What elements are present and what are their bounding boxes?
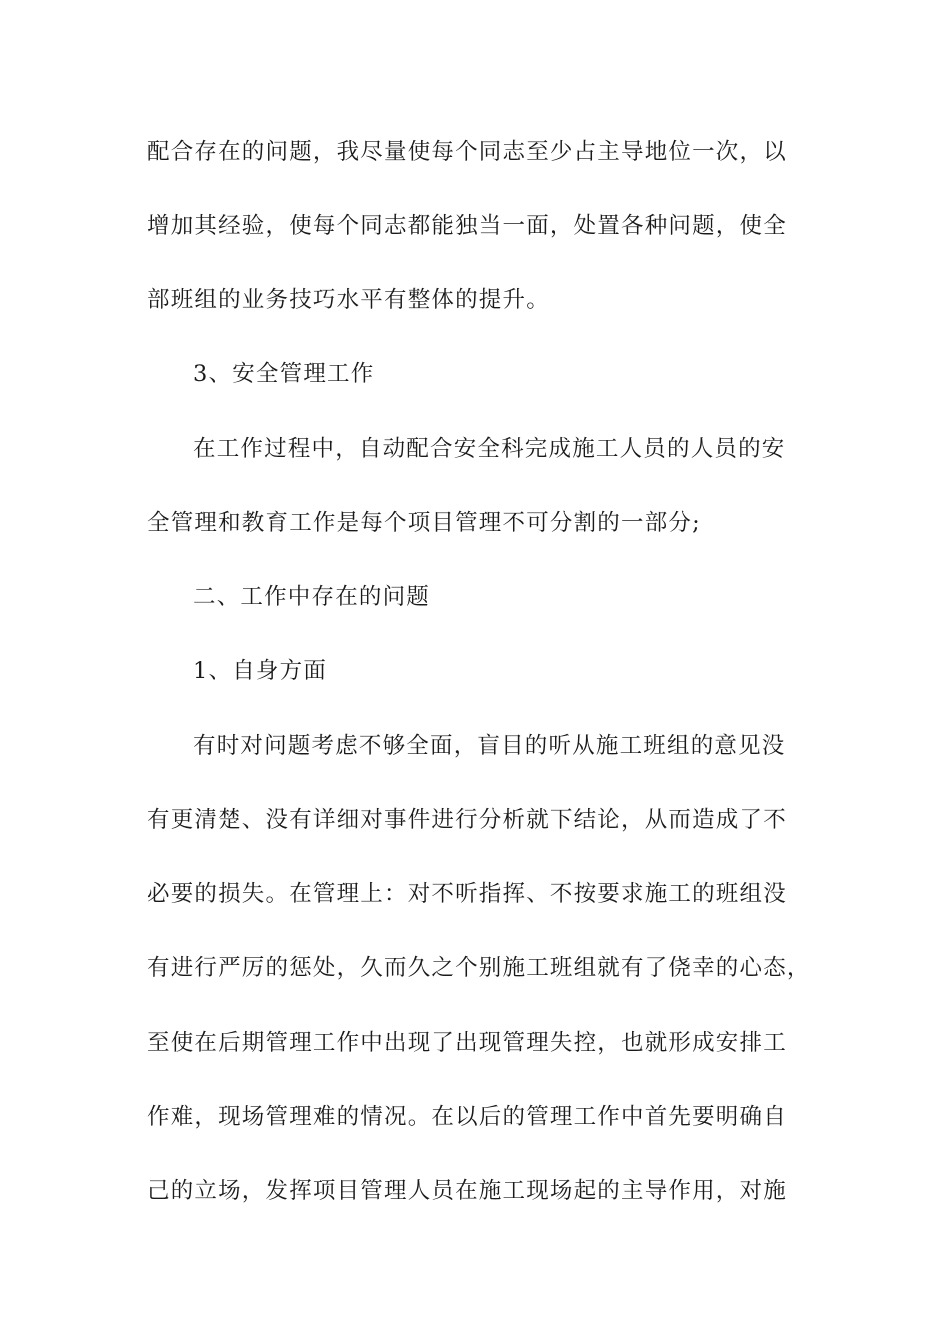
section-heading: 二、工作中存在的问题 bbox=[193, 584, 431, 610]
text-line: 作难，现场管理难的情况。在以后的管理工作中首先要明确自 bbox=[147, 1104, 787, 1130]
text-line: 在工作过程中，自动配合安全科完成施工人员的人员的安 bbox=[193, 436, 786, 462]
section-heading: 3、安全管理工作 bbox=[193, 361, 375, 387]
text-line: 配合存在的问题，我尽量使每个同志至少占主导地位一次，以 bbox=[147, 139, 787, 165]
text-line: 己的立场，发挥项目管理人员在施工现场起的主导作用，对施 bbox=[147, 1178, 787, 1204]
text-line: 有更清楚、没有详细对事件进行分析就下结论，从而造成了不 bbox=[147, 807, 787, 833]
text-line: 增加其经验，使每个同志都能独当一面，处置各种问题，使全 bbox=[147, 213, 787, 239]
text-line: 必要的损失。在管理上：对不听指挥、不按要求施工的班组没 bbox=[147, 881, 787, 907]
text-line: 有进行严厉的惩处，久而久之个别施工班组就有了侥幸的心态， bbox=[147, 955, 811, 981]
text-line: 部班组的业务技巧水平有整体的提升。 bbox=[147, 287, 550, 313]
text-line: 有时对问题考虑不够全面，盲目的听从施工班组的意见没 bbox=[193, 733, 786, 759]
text-line: 至使在后期管理工作中出现了出现管理失控，也就形成安排工 bbox=[147, 1030, 787, 1056]
section-heading: 1、自身方面 bbox=[193, 658, 328, 684]
text-line: 全管理和教育工作是每个项目管理不可分割的一部分; bbox=[147, 510, 701, 536]
